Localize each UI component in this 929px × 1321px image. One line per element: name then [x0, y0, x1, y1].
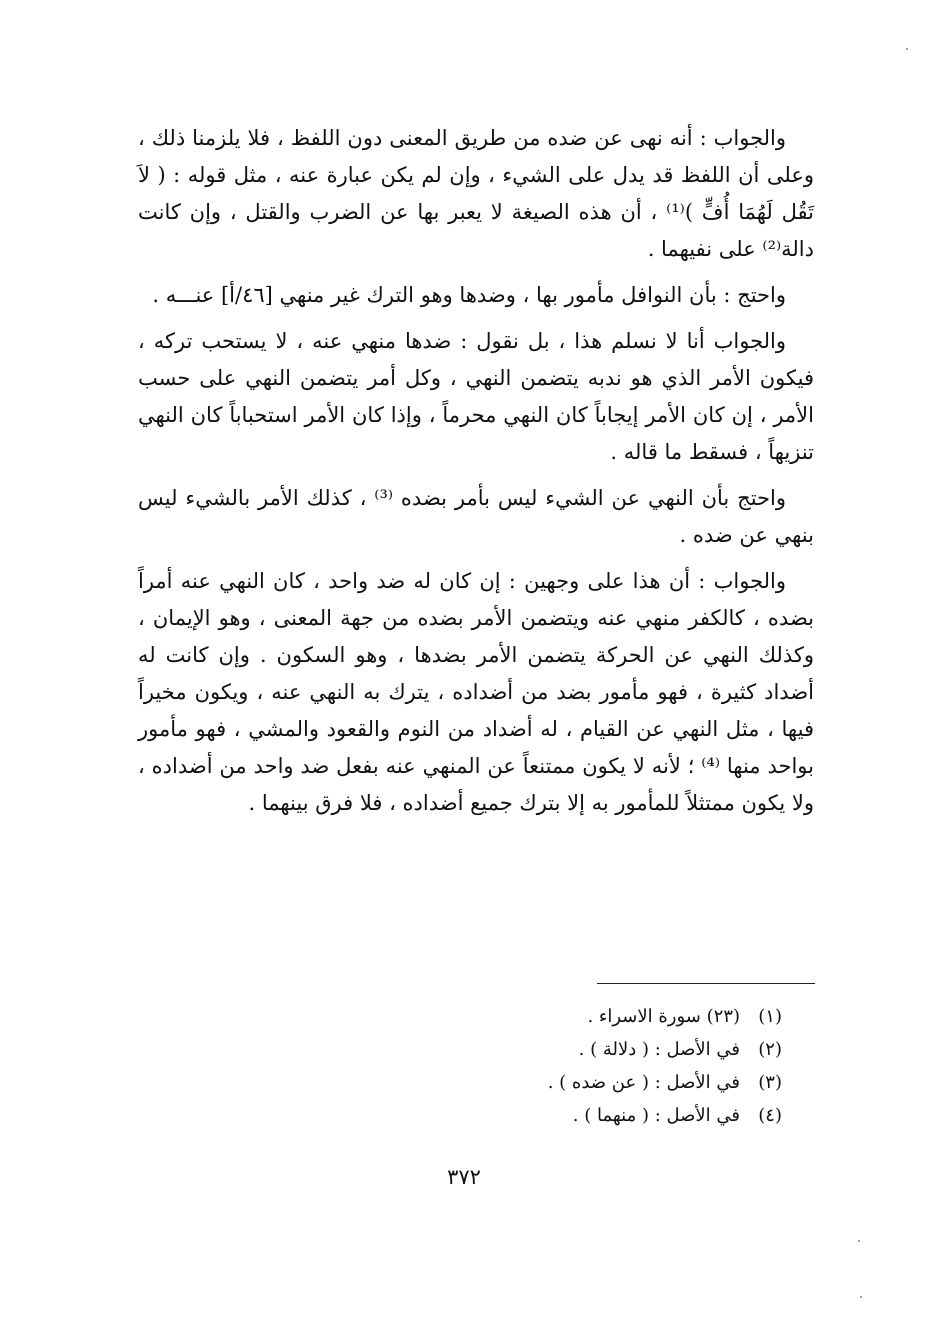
scan-speck: [860, 1296, 862, 1298]
footnote-text: في الأصل : ( عن ضده ) .: [547, 1072, 740, 1093]
footnote-2: [300, 1033, 782, 1066]
paragraph-4: واحتج بأن النهي عن الشيء ليس بأمر بضده ⁽³⁾ ، كذلك الأمر بالشيء ليس بنهي عن ضده .: [138, 486, 814, 547]
footnote-separator: [597, 983, 815, 984]
paragraph-3: والجواب أنا لا نسلم هذا ، بل نقول : ضدها منهي عنه ، لا يستحب تركه ، فيكون الأمر الذي هو ندبه يتضمن النهي ، وكل أمر يتضمن النهي على حسب الأمر ، إن كان الأمر إيجاباً كان النهي محرماً ، وإذا كان الأمر استحباباً كان النهي تنزيهاً ، فسقط ما قاله .: [138, 329, 814, 464]
footnote-3: [300, 1066, 782, 1099]
footnote-number: (٣): [758, 1072, 782, 1093]
footnote-number: (٢): [758, 1039, 782, 1060]
footnote-1: [300, 1000, 782, 1033]
scan-speck: [858, 1240, 860, 1242]
footnote-text: في الأصل : ( دلالة ) .: [578, 1039, 740, 1060]
footnote-number: (٤): [758, 1105, 782, 1126]
footnotes: [300, 1000, 782, 1132]
footnote-text: في الأصل : ( منهما ) .: [572, 1105, 740, 1126]
footnote-4: [300, 1099, 782, 1132]
page-number: ٣٧٢: [447, 1165, 481, 1189]
footnote-number: (١): [758, 1006, 782, 1027]
scan-speck: [906, 48, 908, 50]
paragraph-5: والجواب : أن هذا على وجهين : إن كان له ضد واحد ، كان النهي عنه أمراً بضده ، كالكفر منهي عنه ويتضمن الأمر بضده من جهة المعنى ، وهو الإيمان ، وكذلك النهي عن الحركة يتضمن الأمر بضدها ، وهو السكون . وإن كانت له أضداد كثيرة ، فهو مأمور بضد من أضداده ، يترك به النهي عنه ، ويكون مخيراً فيها ، مثل النهي عن القيام ، له أضداد من النوم والقعود والمشي ، فهو مأمور بواحد منها ⁽⁴⁾ ؛ لأنه لا يكون ممتنعاً عن المنهي عنه بفعل ضد واحد من أضداده ، ولا يكون ممتثلاً للمأمور به إلا بترك جميع أضداده ، فلا فرق بينهما .: [138, 569, 814, 815]
paragraph-2: واحتج : بأن النوافل مأمور بها ، وضدها وهو الترك غير منهي [٤٦/أ] عنـــه .: [152, 283, 786, 307]
main-text: [138, 120, 814, 831]
paragraph-1: والجواب : أنه نهى عن ضده من طريق المعنى دون اللفظ ، فلا يلزمنا ذلك ، وعلى أن اللفظ قد يدل على الشيء ، وإن لم يكن عبارة عنه ، مثل قوله : ( لاَ تَقُل لَهُمَا أُفٍّ )⁽¹⁾ ، أن هذه الصيغة لا يعبر بها عن الضرب والقتل ، وإن كانت دالة⁽²⁾ على نفيهما .: [138, 126, 814, 261]
footnote-text: (٢٣) سورة الاسراء .: [587, 1006, 740, 1027]
